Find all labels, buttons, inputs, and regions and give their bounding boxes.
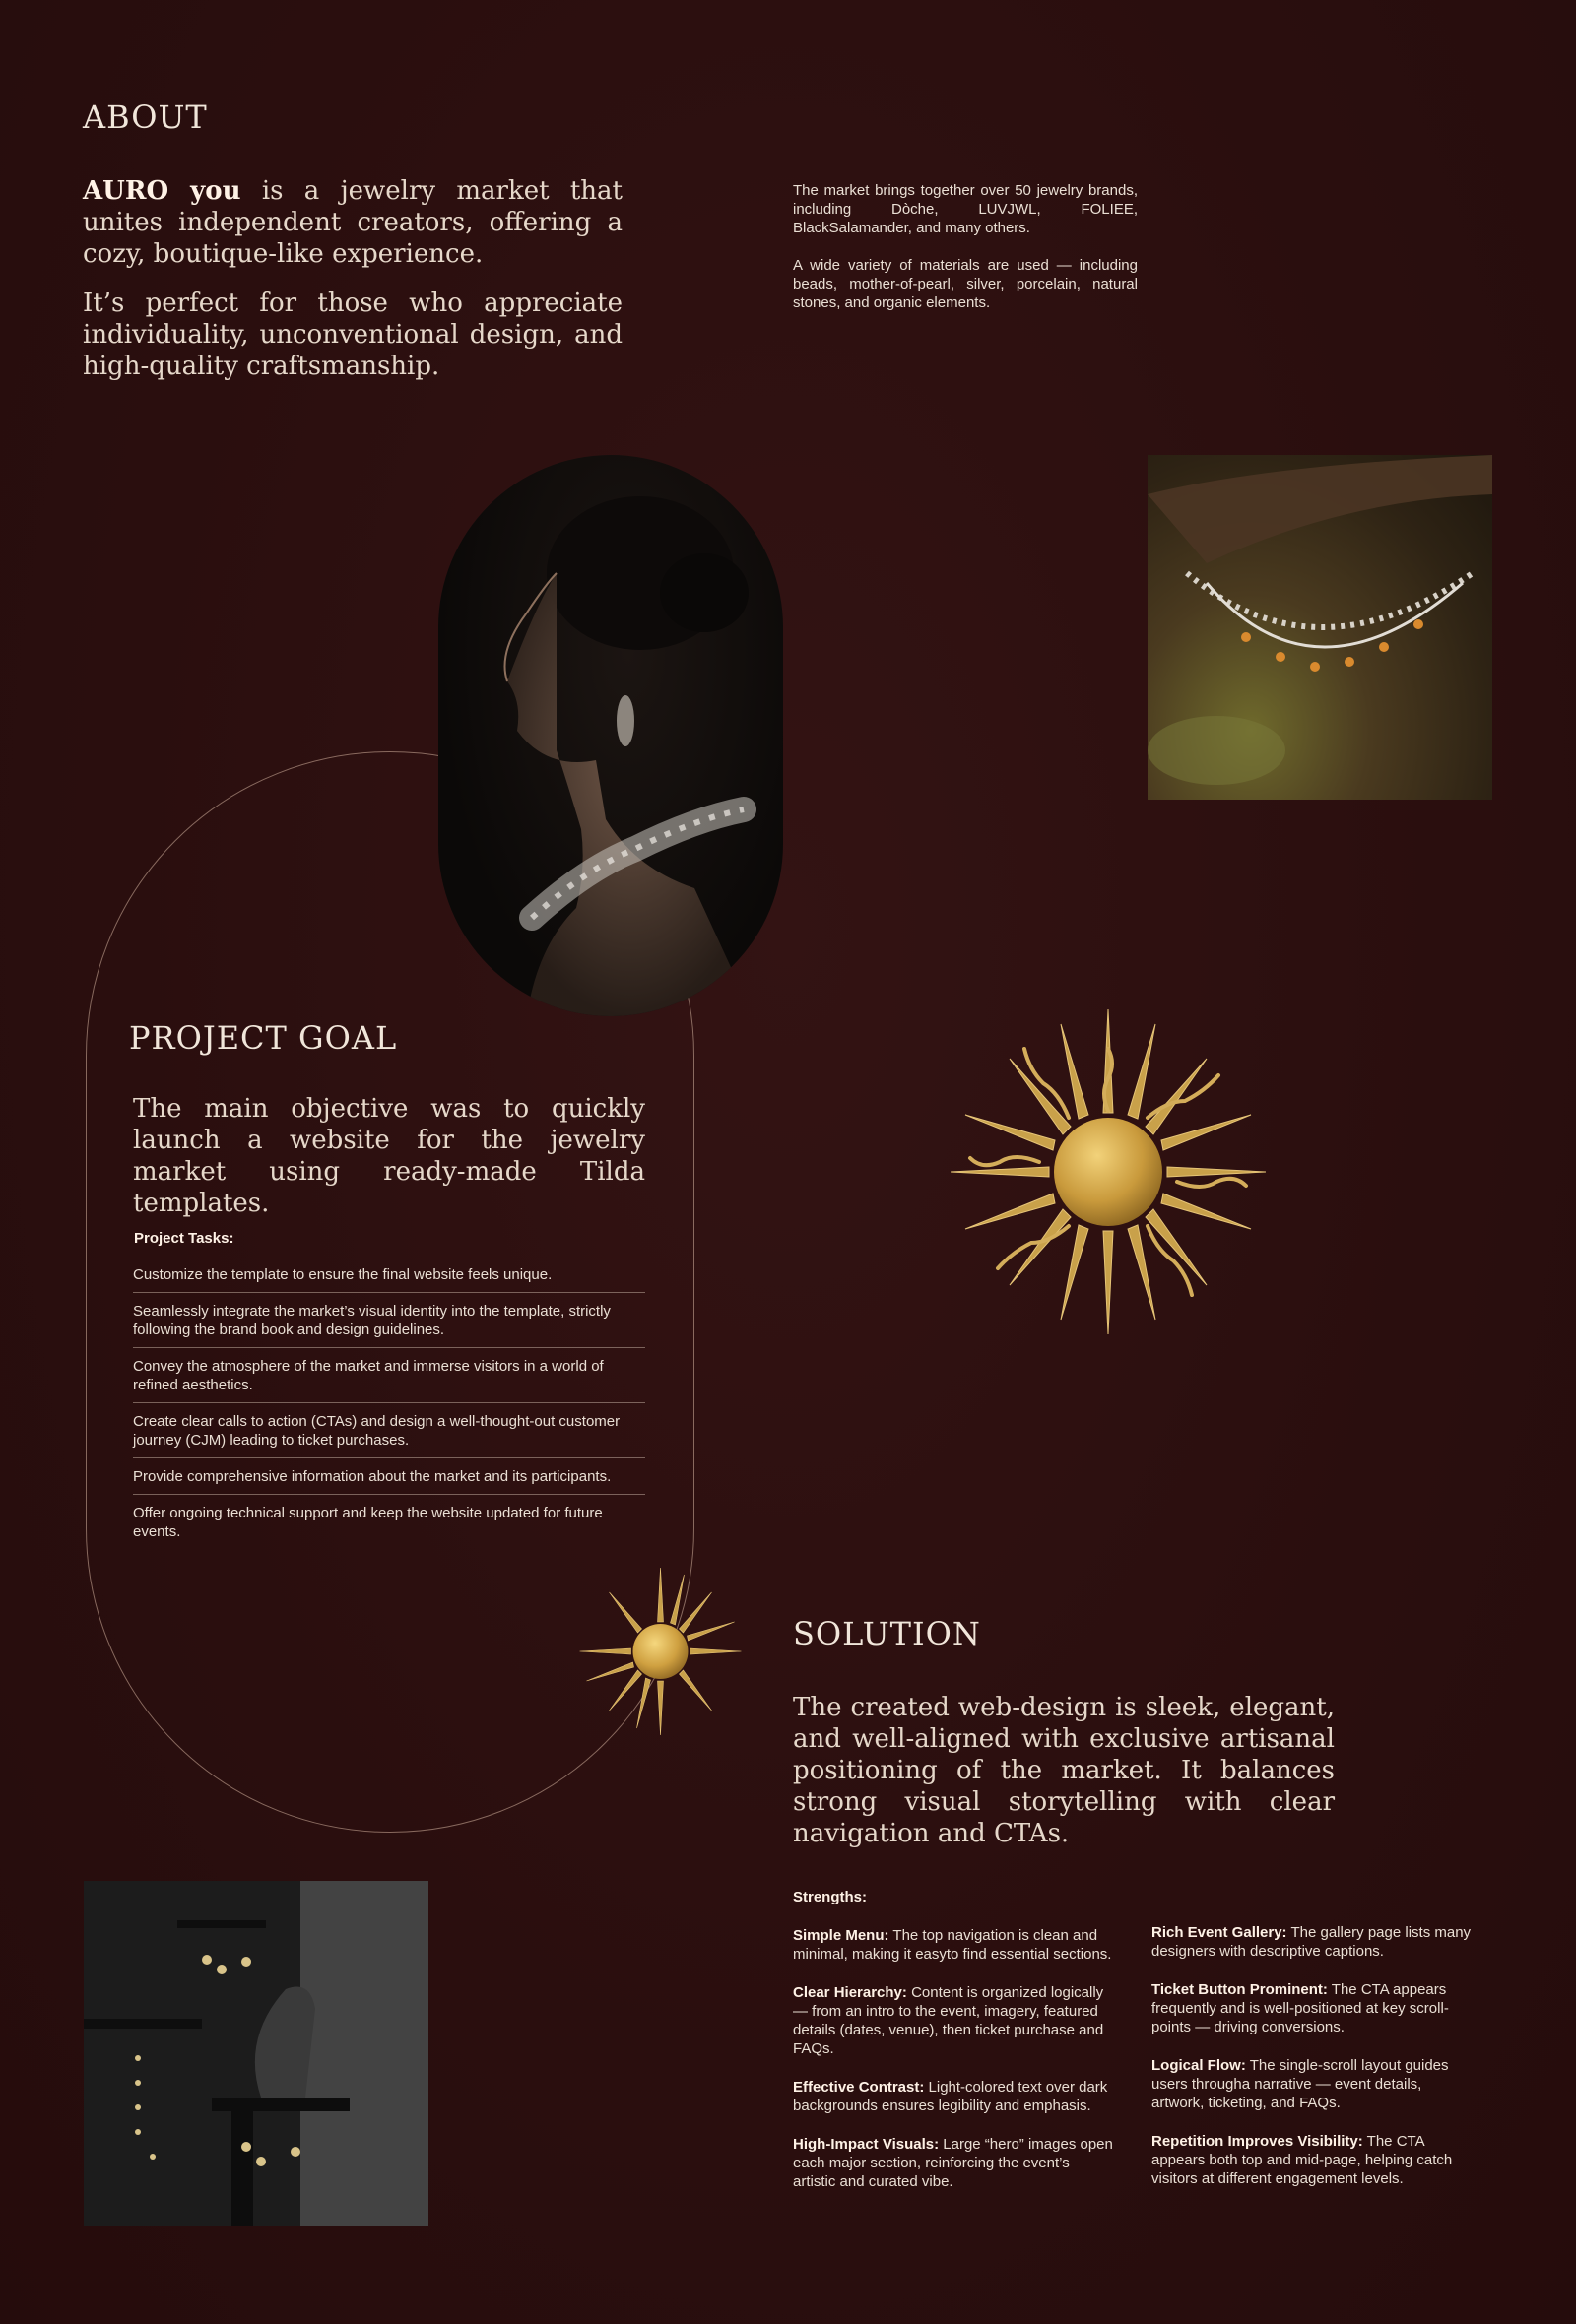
necklace-photo (1148, 455, 1492, 800)
project-tasks-label: Project Tasks: (134, 1230, 234, 1247)
strength-item: Logical Flow: The single-scroll layout guides users througha narrative — event details, artwork, ticketing, and FAQs. (1151, 2057, 1449, 2111)
task-item: Convey the atmosphere of the market and immerse visitors in a world of refined aesthetics. (133, 1348, 645, 1403)
strengths-label: Strengths: (793, 1889, 867, 1905)
solution-heading: SOLUTION (793, 1615, 981, 1652)
task-item: Customize the template to ensure the final website feels unique. (133, 1257, 645, 1293)
store-display-photo (84, 1881, 428, 2226)
strength-item: Clear Hierarchy: Content is organized logically — from an intro to the event, imagery, featured details (dates, venue), then ticket purchase and FAQs. (793, 1984, 1104, 2057)
solution-lead: The created web-design is sleek, elegant, and well-aligned with exclusive artisanal positioning of the market. It balances strong visual storytelling with clear navigation and CTAs. (793, 1693, 1335, 1848)
about-side-text (793, 181, 1138, 312)
about-lead-second: It’s perfect for those who appreciate individuality, unconventional design, and high-quality craftsmanship. (83, 289, 623, 381)
about-brands-text: The market brings together over 50 jewelry brands, including Dòche, LUVJWL, FOLIEE, BlackSalamander, and many others. (793, 182, 1138, 236)
task-item: Offer ongoing technical support and keep the website updated for future events. (133, 1505, 603, 1540)
task-item: Provide comprehensive information about the market and its participants. (133, 1458, 645, 1495)
project-goal-heading: PROJECT GOAL (129, 1019, 398, 1057)
project-tasks-list (133, 1257, 645, 1549)
sun-ornament-small (579, 1568, 742, 1735)
about-materials-text: A wide variety of materials are used — including beads, mother-of-pearl, silver, porcelain, natural stones, and organic elements. (793, 257, 1138, 311)
task-item: Create clear calls to action (CTAs) and design a well-thought-out customer journey (CJM) leading to ticket purchases. (133, 1403, 645, 1458)
strength-item: Effective Contrast: Light-colored text over dark backgrounds ensures legibility and emphasis. (793, 2079, 1108, 2114)
strengths-right-column (1151, 1923, 1472, 2208)
project-goal-lead: The main objective was to quickly launch a website for the jewelry market using ready-made Tilda templates. (133, 1094, 645, 1218)
strength-item: Rich Event Gallery: The gallery page lists many designers with descriptive captions. (1151, 1924, 1472, 1960)
portrait-photo (438, 455, 783, 1016)
about-heading: ABOUT (83, 98, 208, 136)
task-item: Seamlessly integrate the market’s visual identity into the template, strictly following the brand book and design guidelines. (133, 1293, 645, 1348)
strength-item: Repetition Improves Visibility: The CTA appears both top and mid-page, helping catch visitors at different engagement levels. (1151, 2133, 1453, 2187)
strength-item: Simple Menu: The top navigation is clean and minimal, making it easyto find essential sections. (793, 1927, 1112, 1963)
strengths-left-column (793, 1926, 1113, 2211)
sun-ornament-large (951, 1009, 1266, 1334)
strength-item: High-Impact Visuals: Large “hero” images open each major section, reinforcing the event’s artistic and curated vibe. (793, 2136, 1113, 2190)
brand-name: AURO you (83, 176, 241, 206)
strength-item: Ticket Button Prominent: The CTA appears frequently and is well-positioned at key scroll-points — driving conversions. (1151, 1981, 1449, 2035)
about-lead: AURO you is a jewelry market that unites independent creators, offering a cozy, boutique-like experience. It’s perfect for those who appreciate individuality, unconventional design, and high-quality craftsmanship. (83, 176, 623, 381)
